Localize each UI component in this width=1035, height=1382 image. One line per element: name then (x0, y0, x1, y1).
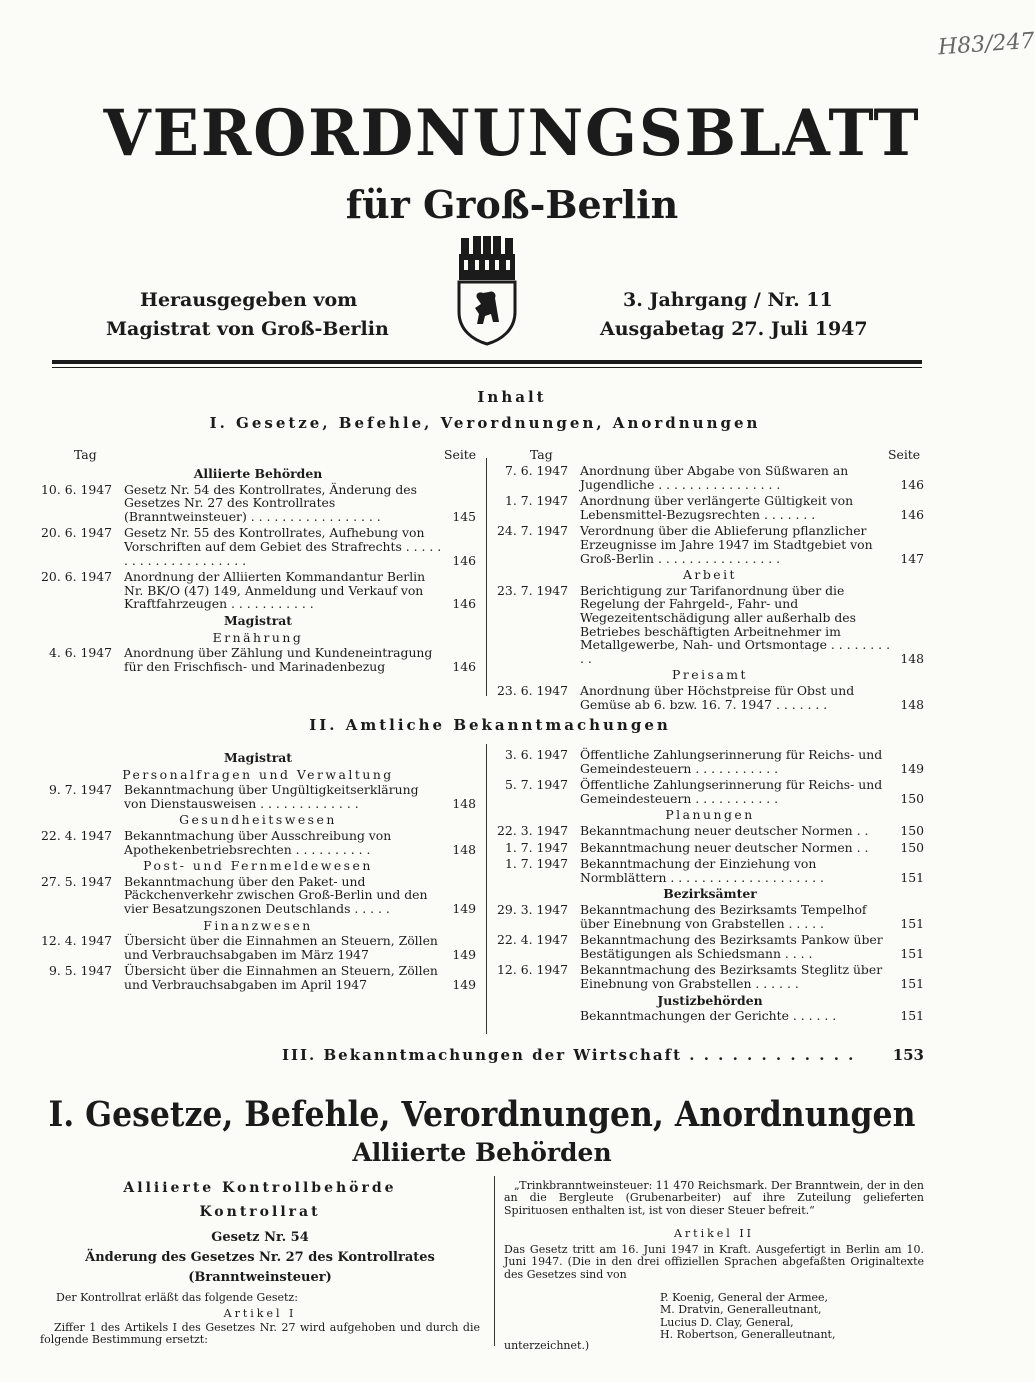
issue-date: Ausgabetag 27. Juli 1947 (600, 318, 868, 340)
law-number: Gesetz Nr. 54 (211, 1230, 309, 1245)
toc-title: Bekanntmachung neuer deutscher Normen . . (580, 822, 869, 838)
col-header-seite-right: Seite (888, 447, 921, 462)
toc-title: Berichtigung zur Tarifanordnung über die Regelung der Fahrgeld-, Fahr- und Wegezeitentschädigung aller außerhalb des Betriebes beschäftigten Arbeitnehmer im Metallgewerbe, Nah- und Ortsmontage . . . . . . . . . . (580, 582, 891, 666)
toc-entry[interactable] (496, 748, 924, 775)
toc-title: Bekanntmachungen der Gerichte . . . . . . (580, 1008, 837, 1024)
masthead-title: VERORDNUNGSBLATT (103, 96, 921, 171)
toc-entry[interactable] (40, 829, 476, 856)
toc-date: 12. 4. 1947 (41, 933, 112, 949)
toc-group-heading: Alliierte Behörden (193, 466, 323, 481)
toc-page: 148 (452, 841, 476, 857)
toc-page: 151 (900, 869, 924, 885)
article-2-heading: Artikel II (673, 1227, 755, 1240)
contents-s1-left (40, 464, 476, 676)
toc-page: 148 (900, 650, 924, 666)
signatory: P. Koenig, General der Armee, (660, 1291, 829, 1304)
toc-group-heading: Bezirksämter (663, 886, 757, 902)
toc-title: Bekanntmachung des Bezirksamts Pankow über Bestätigungen als Schiedsmann . . . . (580, 932, 883, 961)
toc-entry[interactable] (496, 903, 924, 930)
toc-page: 149 (452, 946, 476, 962)
toc-date: 7. 6. 1947 (504, 463, 568, 478)
toc-date: 12. 6. 1947 (497, 962, 568, 978)
closing-note: unterzeichnet.) (504, 1339, 590, 1352)
berlin-bear-crest-icon (453, 236, 521, 346)
toc-page: 150 (900, 839, 924, 855)
amendment-quote: „Trinkbranntweinsteuer: 11 470 Reichsmark. Der Branntwein, der in den an die Bergleute (Grubenarbeiter) auf ihre Zuteilung gelieferten Spirituosen enthalten ist, ist von dieser Steuer befreit.“ (504, 1179, 925, 1217)
issue-number: 3. Jahrgang / Nr. 11 (623, 289, 833, 311)
article-1-heading: Artikel I (223, 1307, 297, 1320)
toc-date: 23. 6. 1947 (497, 682, 568, 698)
toc-date: 22. 4. 1947 (497, 932, 568, 948)
toc-category: Planungen (665, 807, 755, 823)
toc-entry[interactable] (496, 824, 924, 838)
contents-s2-left (40, 748, 476, 995)
toc-title: Öffentliche Zahlungserinnerung für Reichs- und Gemeindesteuern . . . . . . . . . . . (580, 747, 883, 776)
toc-group-heading: Magistrat (223, 612, 293, 628)
toc-page: 149 (452, 976, 476, 992)
toc-title: Anordnung über Zählung und Kundeneintragung für den Frischfisch- und Marinadenbezug (124, 645, 433, 674)
toc-page: 146 (452, 596, 476, 612)
contents-heading: Inhalt (477, 388, 547, 406)
toc-entry[interactable] (40, 875, 476, 916)
publisher-line-1: Herausgegeben vom (140, 289, 358, 311)
column-divider (486, 458, 487, 696)
toc-date: 3. 6. 1947 (504, 747, 568, 762)
toc-title: Bekanntmachung über Ungültigkeitserklärung von Dienstausweisen . . . . . . . . . . . . . (124, 782, 419, 811)
toc-date: 20. 6. 1947 (41, 525, 112, 541)
toc-title: Bekanntmachung der Einziehung von Normblättern . . . . . . . . . . . . . . . . . . . . (580, 856, 824, 885)
toc-page: 146 (452, 658, 476, 674)
article-1-text: Ziffer 1 des Artikels I des Gesetzes Nr. 27 wird aufgehoben und durch die folgende Bestimmung ersetzt: (40, 1321, 480, 1347)
toc-title: Gesetz Nr. 54 des Kontrollrates, Änderung des Gesetzes Nr. 27 des Kontrollrates (Branntweinsteuer) . . . . . . . . . . . . . . . . . (124, 481, 417, 524)
contents-s2-right (496, 748, 924, 1026)
contents-section-1: I. Gesetze, Befehle, Verordnungen, Anordnungen (209, 414, 761, 432)
toc-entry[interactable] (496, 524, 924, 565)
toc-date: 27. 5. 1947 (41, 873, 112, 889)
toc-entry[interactable] (496, 933, 924, 960)
toc-date: 9. 7. 1947 (48, 782, 112, 798)
column-divider (486, 744, 487, 1034)
toc-page: 151 (900, 915, 924, 931)
toc-title: Bekanntmachung über den Paket- und Päckchenverkehr zwischen Groß-Berlin und den vier Besatzungszonen Deutschlands . . . . . (124, 873, 428, 916)
toc-entry[interactable] (496, 684, 924, 711)
toc-title: Verordnung über die Ablieferung pflanzlicher Erzeugnisse im Jahre 1947 im Stadtgebiet von Groß-Berlin . . . . . . . . . . . . . . . . (580, 523, 873, 566)
law-title: Änderung des Gesetzes Nr. 27 des Kontrollrates (85, 1250, 435, 1265)
section-3-title: III. Bekanntmachungen der Wirtschaft . . . . . . . . . . . . (282, 1046, 856, 1064)
toc-page: 151 (900, 945, 924, 961)
authority-2: Kontrollrat (199, 1204, 321, 1220)
toc-entry[interactable] (496, 841, 924, 855)
toc-category: Preisamt (671, 667, 749, 683)
toc-entry[interactable] (496, 963, 924, 990)
toc-entry[interactable] (496, 857, 924, 884)
toc-page: 151 (900, 975, 924, 991)
masthead-subtitle: für Groß-Berlin (345, 182, 679, 227)
toc-category: Gesundheitswesen (179, 812, 337, 828)
toc-date: 4. 6. 1947 (48, 645, 112, 661)
toc-date: 1. 7. 1947 (504, 856, 568, 872)
contents-section-3 (282, 1046, 932, 1064)
toc-page: 148 (900, 696, 924, 712)
article-2-text: Das Gesetz tritt am 16. Juni 1947 in Kraft. Ausgefertigt in Berlin am 10. Juni 1947. (Die in den drei offiziellen Sprachen abgefaßten Originaltexte des Gesetzes sind von (504, 1243, 924, 1281)
toc-date: 24. 7. 1947 (497, 523, 568, 539)
toc-category: Personalfragen und Verwaltung (122, 766, 394, 782)
toc-title: Anordnung über Höchstpreise für Obst und Gemüse ab 6. bzw. 16. 7. 1947 . . . . . . . (580, 682, 855, 712)
toc-entry[interactable] (496, 464, 924, 491)
toc-date: 22. 3. 1947 (497, 822, 568, 838)
handwritten-archive-note: H83/247 (937, 28, 1035, 61)
toc-page: 147 (900, 550, 924, 566)
toc-entry[interactable] (40, 570, 476, 611)
toc-group-heading: Justizbehörden (657, 992, 763, 1008)
toc-date: 23. 7. 1947 (497, 582, 568, 598)
toc-title: Anordnung über verlängerte Gültigkeit von Lebensmittel-Bezugsrechten . . . . . . . (580, 493, 854, 522)
toc-date: 22. 4. 1947 (41, 827, 112, 843)
toc-category: Arbeit (682, 567, 738, 583)
section-3-page: 153 (892, 1046, 924, 1064)
toc-page: 149 (900, 760, 924, 776)
toc-title: Gesetz Nr. 55 des Kontrollrates, Aufhebung von Vorschriften auf dem Gebiet des Strafrechts . . . . . . . . . . . . . . . . . . . . . (124, 525, 442, 568)
signatory: M. Dratvin, Generalleutnant, (660, 1303, 822, 1317)
body-heading: I. Gesetze, Befehle, Verordnungen, Anordnungen (48, 1094, 916, 1135)
toc-category: Post- und Fernmeldewesen (143, 858, 373, 874)
toc-page: 146 (900, 476, 924, 492)
toc-group-heading: Magistrat (223, 750, 293, 765)
toc-entry[interactable] (40, 646, 476, 673)
toc-date: 9. 5. 1947 (48, 963, 112, 979)
masthead-rule (52, 360, 922, 364)
toc-title: Öffentliche Zahlungserinnerung für Reichs- und Gemeindesteuern . . . . . . . . . . . (580, 777, 883, 806)
contents-section-2: II. Amtliche Bekanntmachungen (309, 716, 671, 734)
law-intro: Der Kontrollrat erläßt das folgende Gesetz: (56, 1291, 298, 1304)
toc-page: 146 (452, 552, 476, 568)
toc-page: 150 (900, 822, 924, 838)
col-header-seite-left: Seite (444, 447, 477, 462)
toc-date: 1. 7. 1947 (504, 839, 568, 855)
signatory: H. Robertson, Generalleutnant, (660, 1328, 836, 1342)
signatory: Lucius D. Clay, General, (660, 1315, 794, 1329)
masthead-rule-thin (52, 367, 922, 368)
toc-title: Bekanntmachung über Ausschreibung von Apothekenbetriebsrechten . . . . . . . . . . (124, 827, 392, 857)
toc-entry[interactable] (496, 1009, 924, 1023)
column-divider (494, 1176, 495, 1346)
toc-title: Bekanntmachung neuer deutscher Normen . . (580, 839, 869, 855)
body-subheading: Alliierte Behörden (352, 1138, 612, 1167)
toc-title: Übersicht über die Einnahmen an Steuern, Zöllen und Verbrauchsabgaben im April 1947 (124, 963, 438, 992)
toc-page: 146 (900, 506, 924, 522)
toc-page: 145 (452, 508, 476, 524)
toc-title: Bekanntmachung des Bezirksamts Steglitz über Einebnung von Grabstellen . . . . . . (580, 962, 883, 991)
col-header-tag-right: Tag (530, 447, 553, 462)
toc-entry[interactable] (496, 584, 924, 666)
toc-page: 150 (900, 790, 924, 806)
toc-entry[interactable] (496, 494, 924, 521)
toc-entry[interactable] (40, 783, 476, 810)
toc-entry[interactable] (496, 778, 924, 805)
toc-date: 29. 3. 1947 (497, 901, 568, 917)
toc-title: Anordnung über Abgabe von Süßwaren an Jugendliche . . . . . . . . . . . . . . . . (580, 463, 849, 492)
toc-title: Übersicht über die Einnahmen an Steuern, Zöllen und Verbrauchsabgaben im März 1947 (124, 933, 438, 962)
toc-date: 5. 7. 1947 (504, 777, 568, 793)
toc-page: 149 (452, 900, 476, 916)
toc-date: 20. 6. 1947 (41, 569, 112, 585)
toc-category: Ernährung (212, 629, 304, 645)
toc-page: 151 (900, 1008, 924, 1024)
toc-category: Finanzwesen (203, 917, 313, 933)
toc-date: 1. 7. 1947 (504, 493, 568, 509)
toc-entry[interactable] (40, 964, 476, 991)
toc-entry[interactable] (40, 526, 476, 567)
publisher-line-2: Magistrat von Groß-Berlin (106, 318, 389, 340)
contents-s1-right (496, 464, 924, 714)
toc-title: Bekanntmachung des Bezirksamts Tempelhof über Einebnung von Grabstellen . . . . . (580, 901, 867, 931)
authority-1: Alliierte Kontrollbehörde (123, 1180, 397, 1196)
col-header-tag-left: Tag (74, 447, 97, 462)
toc-page: 148 (452, 795, 476, 811)
law-subtitle: (Branntweinsteuer) (188, 1270, 332, 1285)
toc-entry[interactable] (40, 934, 476, 961)
toc-entry[interactable] (40, 483, 476, 524)
signatories (660, 1292, 930, 1342)
toc-date: 10. 6. 1947 (41, 481, 112, 497)
toc-title: Anordnung der Alliierten Kommandantur Berlin Nr. BK/O (47) 149, Anmeldung und Verkauf von Kraftfahrzeugen . . . . . . . . . . . (124, 569, 426, 612)
